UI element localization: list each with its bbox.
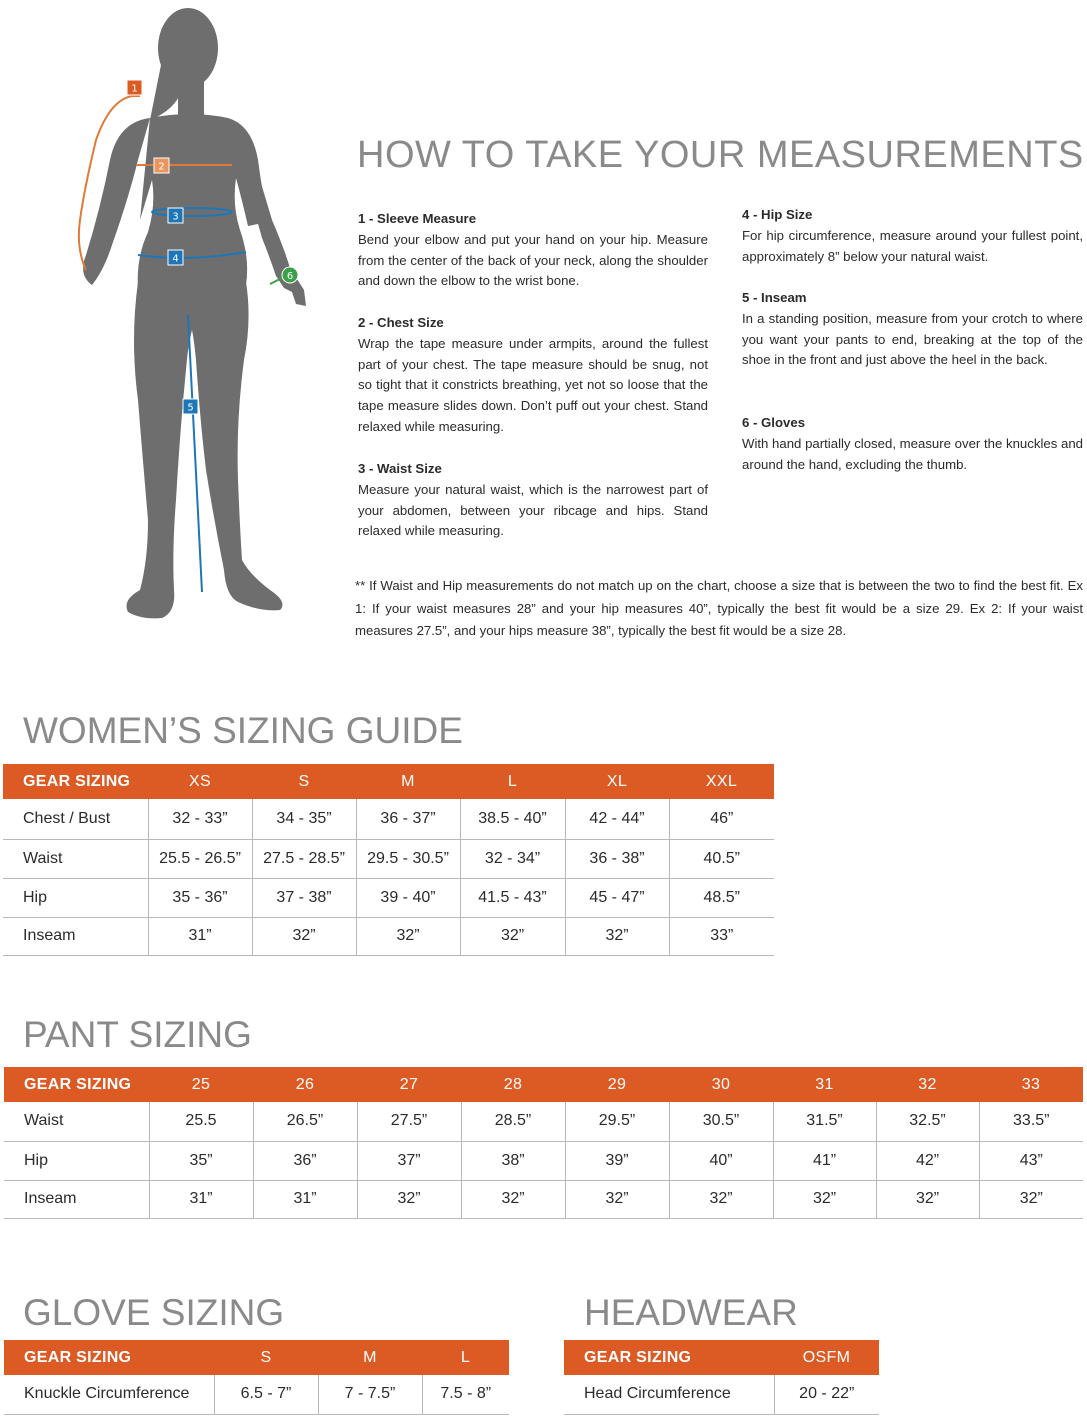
header-cell: L (422, 1340, 509, 1375)
instruction-body: For hip circumference, measure around your fullest point, approximately 8” below your natural waist. (742, 227, 1083, 264)
table-cell: 40.5” (669, 839, 774, 878)
instruction-body: With hand partially closed, measure over the knuckles and around the hand, excluding the thumb. (742, 435, 1083, 472)
table-cell: 38” (461, 1141, 565, 1180)
header-cell: 32 (876, 1067, 979, 1102)
row-label: Knuckle Circumference (4, 1375, 214, 1414)
table-cell: 43” (979, 1141, 1083, 1180)
header-cell: GEAR SIZING (4, 1340, 214, 1375)
instruction-title: 5 - Inseam (742, 290, 807, 305)
table-cell: 7.5 - 8” (422, 1375, 509, 1414)
table-cell: 32” (773, 1180, 876, 1218)
headwear-section-title: HEADWEAR (584, 1292, 798, 1333)
table-cell: 31” (253, 1180, 357, 1218)
instruction-body: In a standing position, measure from your crotch to where you want your pants to end, breaking at the top of the shoe in the front and just above the heel in the back. (742, 310, 1083, 368)
table-cell: 32” (979, 1180, 1083, 1218)
table-cell: 41.5 - 43” (460, 878, 565, 917)
pant-section-title: PANT SIZING (23, 1014, 252, 1055)
pant-size-table (4, 1067, 1083, 1219)
instruction-gloves (742, 413, 1083, 475)
table-cell: 27.5” (357, 1102, 461, 1141)
table-cell: 32” (252, 917, 356, 955)
table-cell: 33.5” (979, 1102, 1083, 1141)
svg-text:5: 5 (187, 402, 194, 414)
table-cell: 32 - 34” (460, 839, 565, 878)
instruction-title: 1 - Sleeve Measure (358, 211, 477, 226)
marker-2 (154, 158, 169, 173)
table-cell: 48.5” (669, 878, 774, 917)
table-cell: 39 - 40” (356, 878, 460, 917)
instruction-hip (742, 205, 1083, 267)
instruction-chest (358, 313, 708, 438)
header-cell: 27 (357, 1067, 461, 1102)
table-row (4, 1141, 1083, 1180)
table-cell: 28.5” (461, 1102, 565, 1141)
table-header-row (4, 1067, 1083, 1102)
row-label: Head Circumference (564, 1375, 774, 1414)
table-cell: 20 - 22” (774, 1375, 879, 1414)
header-cell: XXL (669, 764, 774, 799)
table-cell: 45 - 47” (565, 878, 669, 917)
instruction-body: Bend your elbow and put your hand on your hip. Measure from the center of the back of your neck, along the shoulder and down the elbow to the wrist bone. (358, 231, 708, 289)
silhouette (83, 8, 306, 618)
body-figure (60, 0, 330, 625)
header-cell: 31 (773, 1067, 876, 1102)
svg-text:1: 1 (131, 83, 138, 95)
marker-4 (168, 250, 183, 265)
table-cell: 32” (565, 917, 669, 955)
svg-text:4: 4 (172, 253, 179, 265)
svg-text:2: 2 (158, 161, 165, 173)
table-cell: 35 - 36” (148, 878, 252, 917)
table-cell: 7 - 7.5” (318, 1375, 422, 1414)
header-cell: 30 (669, 1067, 773, 1102)
instruction-title: 6 - Gloves (742, 415, 806, 430)
table-cell: 42” (876, 1141, 979, 1180)
table-row (3, 799, 774, 839)
instruction-body: Measure your natural waist, which is the narrowest part of your abdomen, between your ribcage and hips. Stand relaxed while measuring. (358, 481, 708, 539)
womens-section-title: WOMEN’S SIZING GUIDE (23, 710, 463, 751)
row-label: Chest / Bust (3, 799, 148, 839)
table-cell: 37” (357, 1141, 461, 1180)
fit-note: ** If Waist and Hip measurements do not match up on the chart, choose a size that is between the two to find the best fit. Ex 1: If your waist measures 28” and your hip measures 40”, typically the best fit would be a size 29. Ex 2: If your waist measures 27.5”, and your hips measure 38”, typically the best fit would be a size 28. (355, 578, 1083, 638)
table-cell: 31” (148, 917, 252, 955)
table-cell: 35” (149, 1141, 253, 1180)
table-cell: 34 - 35” (252, 799, 356, 839)
row-label: Hip (3, 878, 148, 917)
row-label: Waist (3, 839, 148, 878)
header-cell: 28 (461, 1067, 565, 1102)
table-cell: 32 - 33” (148, 799, 252, 839)
instruction-title: 4 - Hip Size (742, 207, 813, 222)
header-cell: 33 (979, 1067, 1083, 1102)
instruction-sleeve (358, 209, 708, 292)
headwear-size-table (564, 1340, 879, 1415)
table-row (4, 1375, 509, 1414)
header-cell: S (214, 1340, 318, 1375)
table-cell: 27.5 - 28.5” (252, 839, 356, 878)
table-cell: 29.5” (565, 1102, 669, 1141)
table-cell: 32” (461, 1180, 565, 1218)
row-label: Inseam (4, 1180, 149, 1218)
instruction-body: Wrap the tape measure under armpits, around the fullest part of your chest. The tape measure should be snug, not so tight that it constricts breathing, yet not so loose that the tape measure slides down. Don’t puff out your chest. Stand relaxed while measuring. (358, 335, 708, 434)
row-label: Inseam (3, 917, 148, 955)
header-cell: 26 (253, 1067, 357, 1102)
marker-5 (183, 399, 198, 414)
glove-section-title: GLOVE SIZING (23, 1292, 285, 1333)
instruction-title: 2 - Chest Size (358, 315, 444, 330)
table-cell: 36” (253, 1141, 357, 1180)
row-label: Waist (4, 1102, 149, 1141)
instruction-title: 3 - Waist Size (358, 461, 442, 476)
table-cell: 38.5 - 40” (460, 799, 565, 839)
table-cell: 46” (669, 799, 774, 839)
header-cell: L (460, 764, 565, 799)
marker-3 (168, 208, 183, 223)
table-header-row (3, 764, 774, 799)
instruction-inseam (742, 288, 1083, 371)
table-cell: 31” (149, 1180, 253, 1218)
table-cell: 32” (357, 1180, 461, 1218)
table-cell: 39” (565, 1141, 669, 1180)
table-row (564, 1375, 879, 1414)
table-cell: 33” (669, 917, 774, 955)
table-cell: 31.5” (773, 1102, 876, 1141)
table-header-row (564, 1340, 879, 1375)
table-cell: 32.5” (876, 1102, 979, 1141)
table-cell: 30.5” (669, 1102, 773, 1141)
svg-text:3: 3 (172, 211, 179, 223)
glove-size-table (4, 1340, 509, 1415)
table-cell: 25.5 (149, 1102, 253, 1141)
table-cell: 6.5 - 7” (214, 1375, 318, 1414)
table-cell: 36 - 38” (565, 839, 669, 878)
header-cell: M (356, 764, 460, 799)
header-cell: S (252, 764, 356, 799)
table-cell: 41” (773, 1141, 876, 1180)
table-cell: 40” (669, 1141, 773, 1180)
table-row (3, 878, 774, 917)
womens-size-table (3, 764, 774, 956)
table-cell: 32” (876, 1180, 979, 1218)
table-cell: 42 - 44” (565, 799, 669, 839)
table-cell: 32” (565, 1180, 669, 1218)
table-cell: 32” (669, 1180, 773, 1218)
header-cell: GEAR SIZING (3, 764, 148, 799)
table-row (3, 917, 774, 955)
table-row (4, 1180, 1083, 1218)
table-header-row (4, 1340, 509, 1375)
instruction-waist (358, 459, 708, 542)
header-cell: 29 (565, 1067, 669, 1102)
table-row (3, 839, 774, 878)
marker-6 (282, 267, 298, 283)
header-cell: GEAR SIZING (564, 1340, 774, 1375)
page-title: HOW TO TAKE YOUR MEASUREMENTS (357, 134, 1084, 176)
row-label: Hip (4, 1141, 149, 1180)
table-cell: 36 - 37” (356, 799, 460, 839)
table-cell: 25.5 - 26.5” (148, 839, 252, 878)
header-cell: 25 (149, 1067, 253, 1102)
table-cell: 32” (356, 917, 460, 955)
header-cell: XS (148, 764, 252, 799)
header-cell: M (318, 1340, 422, 1375)
header-cell: GEAR SIZING (4, 1067, 149, 1102)
table-cell: 26.5” (253, 1102, 357, 1141)
header-cell: OSFM (774, 1340, 879, 1375)
table-cell: 29.5 - 30.5” (356, 839, 460, 878)
svg-text:6: 6 (286, 271, 294, 282)
table-cell: 37 - 38” (252, 878, 356, 917)
table-row (4, 1102, 1083, 1141)
marker-1 (127, 80, 142, 95)
header-cell: XL (565, 764, 669, 799)
table-cell: 32” (460, 917, 565, 955)
